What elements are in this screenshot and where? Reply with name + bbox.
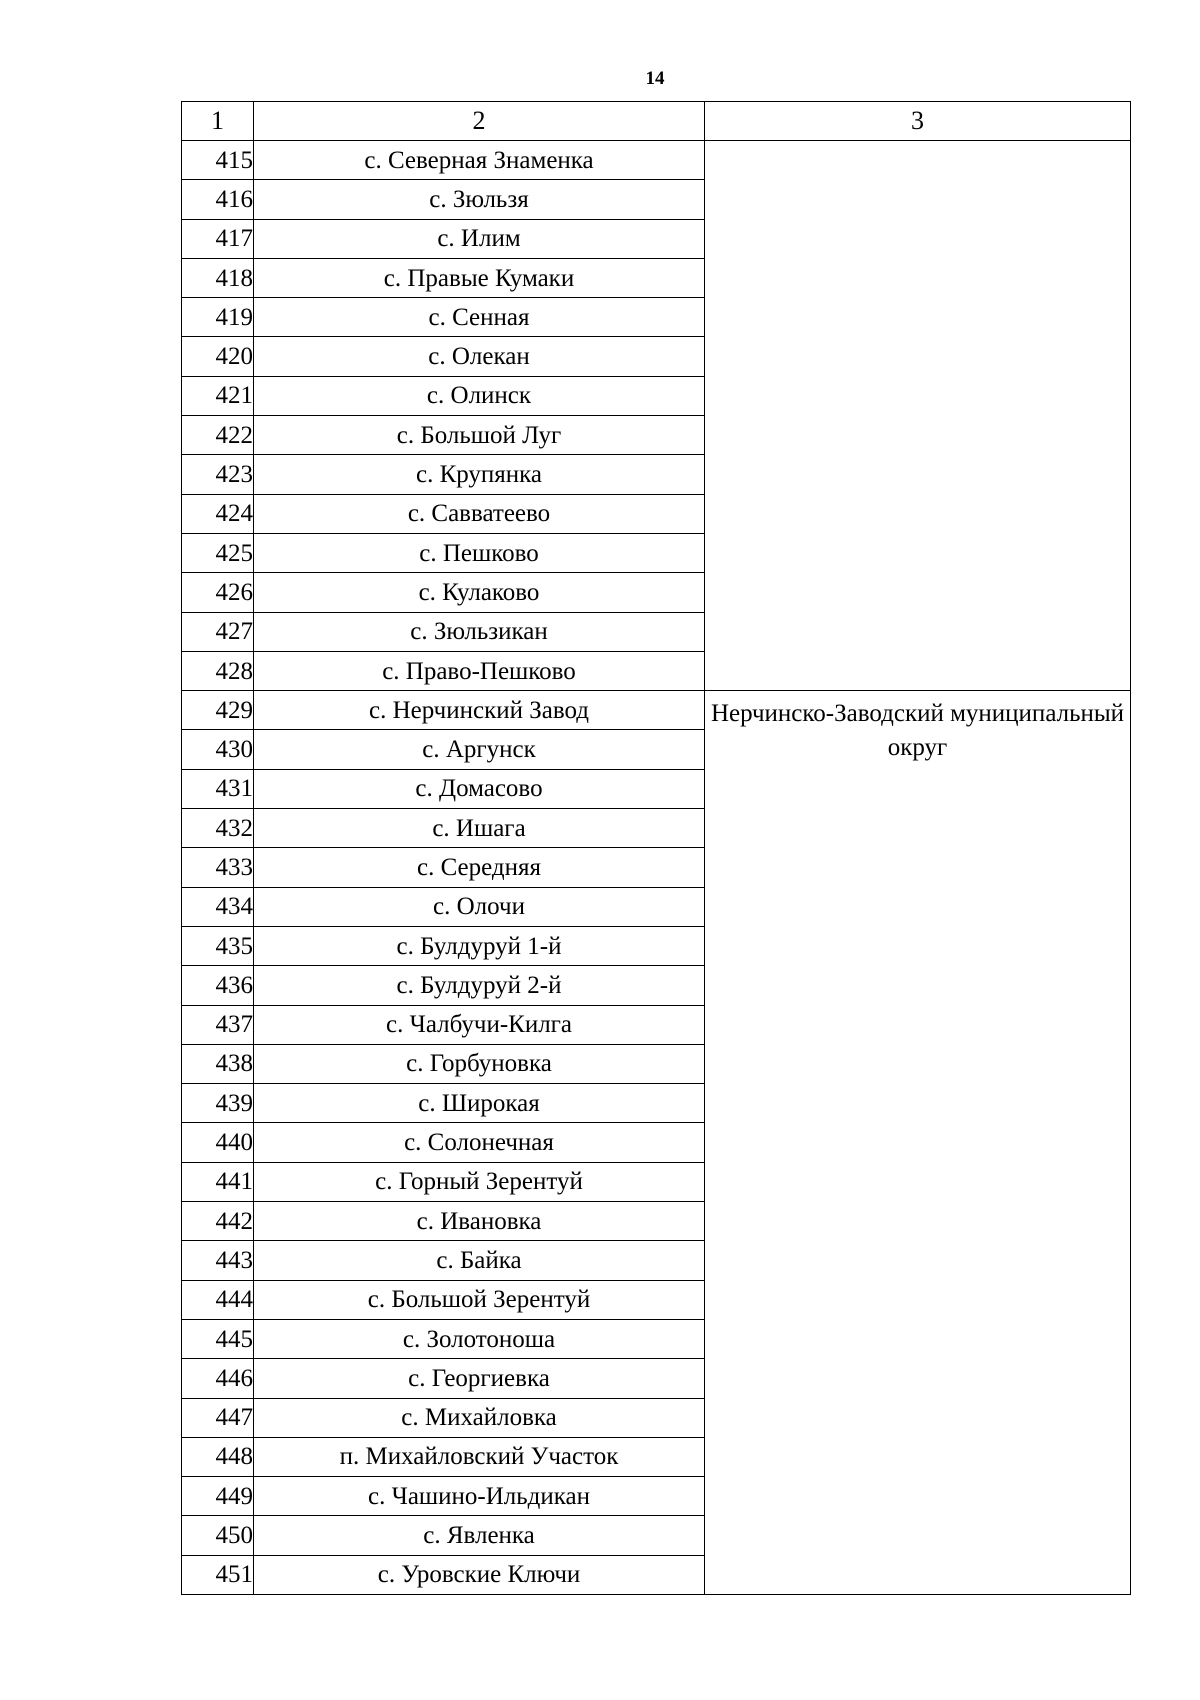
settlement-name: с. Горный Зерентуй: [254, 1162, 705, 1201]
header-col-2: 2: [254, 102, 705, 141]
settlement-name: с. Сенная: [254, 298, 705, 337]
settlement-name: с. Середняя: [254, 848, 705, 887]
settlement-name: с. Георгиевка: [254, 1359, 705, 1398]
settlement-name: п. Михайловский Участок: [254, 1437, 705, 1476]
table-row: [182, 691, 1131, 730]
settlements-table: [181, 101, 1131, 1595]
row-number: 435: [182, 926, 254, 965]
settlement-name: с. Аргунск: [254, 730, 705, 769]
row-number: 450: [182, 1516, 254, 1555]
settlement-name: с. Нерчинский Завод: [254, 691, 705, 730]
row-number: 433: [182, 848, 254, 887]
settlement-name: с. Михайловка: [254, 1398, 705, 1437]
settlement-name: с. Зюльзикан: [254, 612, 705, 651]
settlement-name: с. Правые Кумаки: [254, 258, 705, 297]
settlement-name: с. Горбуновка: [254, 1044, 705, 1083]
district-cell: [705, 691, 1131, 1595]
row-number: 420: [182, 337, 254, 376]
row-number: 425: [182, 533, 254, 572]
row-number: 443: [182, 1241, 254, 1280]
row-number: 449: [182, 1477, 254, 1516]
row-number: 426: [182, 573, 254, 612]
row-number: 440: [182, 1123, 254, 1162]
row-number: 445: [182, 1319, 254, 1358]
row-number: 448: [182, 1437, 254, 1476]
settlement-name: с. Право-Пешково: [254, 651, 705, 690]
row-number: 446: [182, 1359, 254, 1398]
row-number: 441: [182, 1162, 254, 1201]
settlement-name: с. Чалбучи-Килга: [254, 1005, 705, 1044]
row-number: 432: [182, 809, 254, 848]
row-number: 418: [182, 258, 254, 297]
row-number: 415: [182, 141, 254, 180]
settlement-name: с. Широкая: [254, 1084, 705, 1123]
settlement-name: с. Уровские Ключи: [254, 1555, 705, 1594]
settlement-name: с. Байка: [254, 1241, 705, 1280]
row-number: 451: [182, 1555, 254, 1594]
row-number: 427: [182, 612, 254, 651]
settlement-name: с. Ивановка: [254, 1202, 705, 1241]
settlement-name: с. Домасово: [254, 769, 705, 808]
settlement-name: с. Савватеево: [254, 494, 705, 533]
settlement-name: с. Солонечная: [254, 1123, 705, 1162]
row-number: 419: [182, 298, 254, 337]
settlement-name: с. Крупянка: [254, 455, 705, 494]
settlement-name: с. Булдуруй 2-й: [254, 966, 705, 1005]
page-number: 14: [645, 68, 665, 89]
row-number: 422: [182, 416, 254, 455]
row-number: 442: [182, 1202, 254, 1241]
settlement-name: с. Чашино-Ильдикан: [254, 1477, 705, 1516]
settlement-name: с. Булдуруй 1-й: [254, 926, 705, 965]
row-number: 434: [182, 887, 254, 926]
row-number: 423: [182, 455, 254, 494]
table-row: [182, 141, 1131, 180]
settlement-name: с. Олочи: [254, 887, 705, 926]
header-col-3: 3: [705, 102, 1131, 141]
settlement-name: с. Пешково: [254, 533, 705, 572]
settlement-name: с. Большой Зерентуй: [254, 1280, 705, 1319]
row-number: 417: [182, 219, 254, 258]
settlement-name: с. Кулаково: [254, 573, 705, 612]
settlement-name: с. Олинск: [254, 376, 705, 415]
row-number: 437: [182, 1005, 254, 1044]
header-col-1: 1: [182, 102, 254, 141]
district-name: [705, 141, 1130, 147]
district-cell: [705, 141, 1131, 691]
settlement-name: с. Илим: [254, 219, 705, 258]
settlement-name: с. Олекан: [254, 337, 705, 376]
row-number: 416: [182, 180, 254, 219]
settlement-name: с. Золотоноша: [254, 1319, 705, 1358]
row-number: 428: [182, 651, 254, 690]
row-number: 447: [182, 1398, 254, 1437]
row-number: 421: [182, 376, 254, 415]
settlement-name: с. Северная Знаменка: [254, 141, 705, 180]
settlement-name: с. Явленка: [254, 1516, 705, 1555]
row-number: 436: [182, 966, 254, 1005]
row-number: 424: [182, 494, 254, 533]
row-number: 439: [182, 1084, 254, 1123]
row-number: 444: [182, 1280, 254, 1319]
table-header-row: [182, 102, 1131, 141]
settlement-name: с. Ишага: [254, 809, 705, 848]
row-number: 431: [182, 769, 254, 808]
row-number: 429: [182, 691, 254, 730]
settlement-name: с. Зюльзя: [254, 180, 705, 219]
row-number: 430: [182, 730, 254, 769]
district-name: Нерчинско-Заводский муниципальный округ: [710, 700, 1125, 762]
settlement-name: с. Большой Луг: [254, 416, 705, 455]
row-number: 438: [182, 1044, 254, 1083]
